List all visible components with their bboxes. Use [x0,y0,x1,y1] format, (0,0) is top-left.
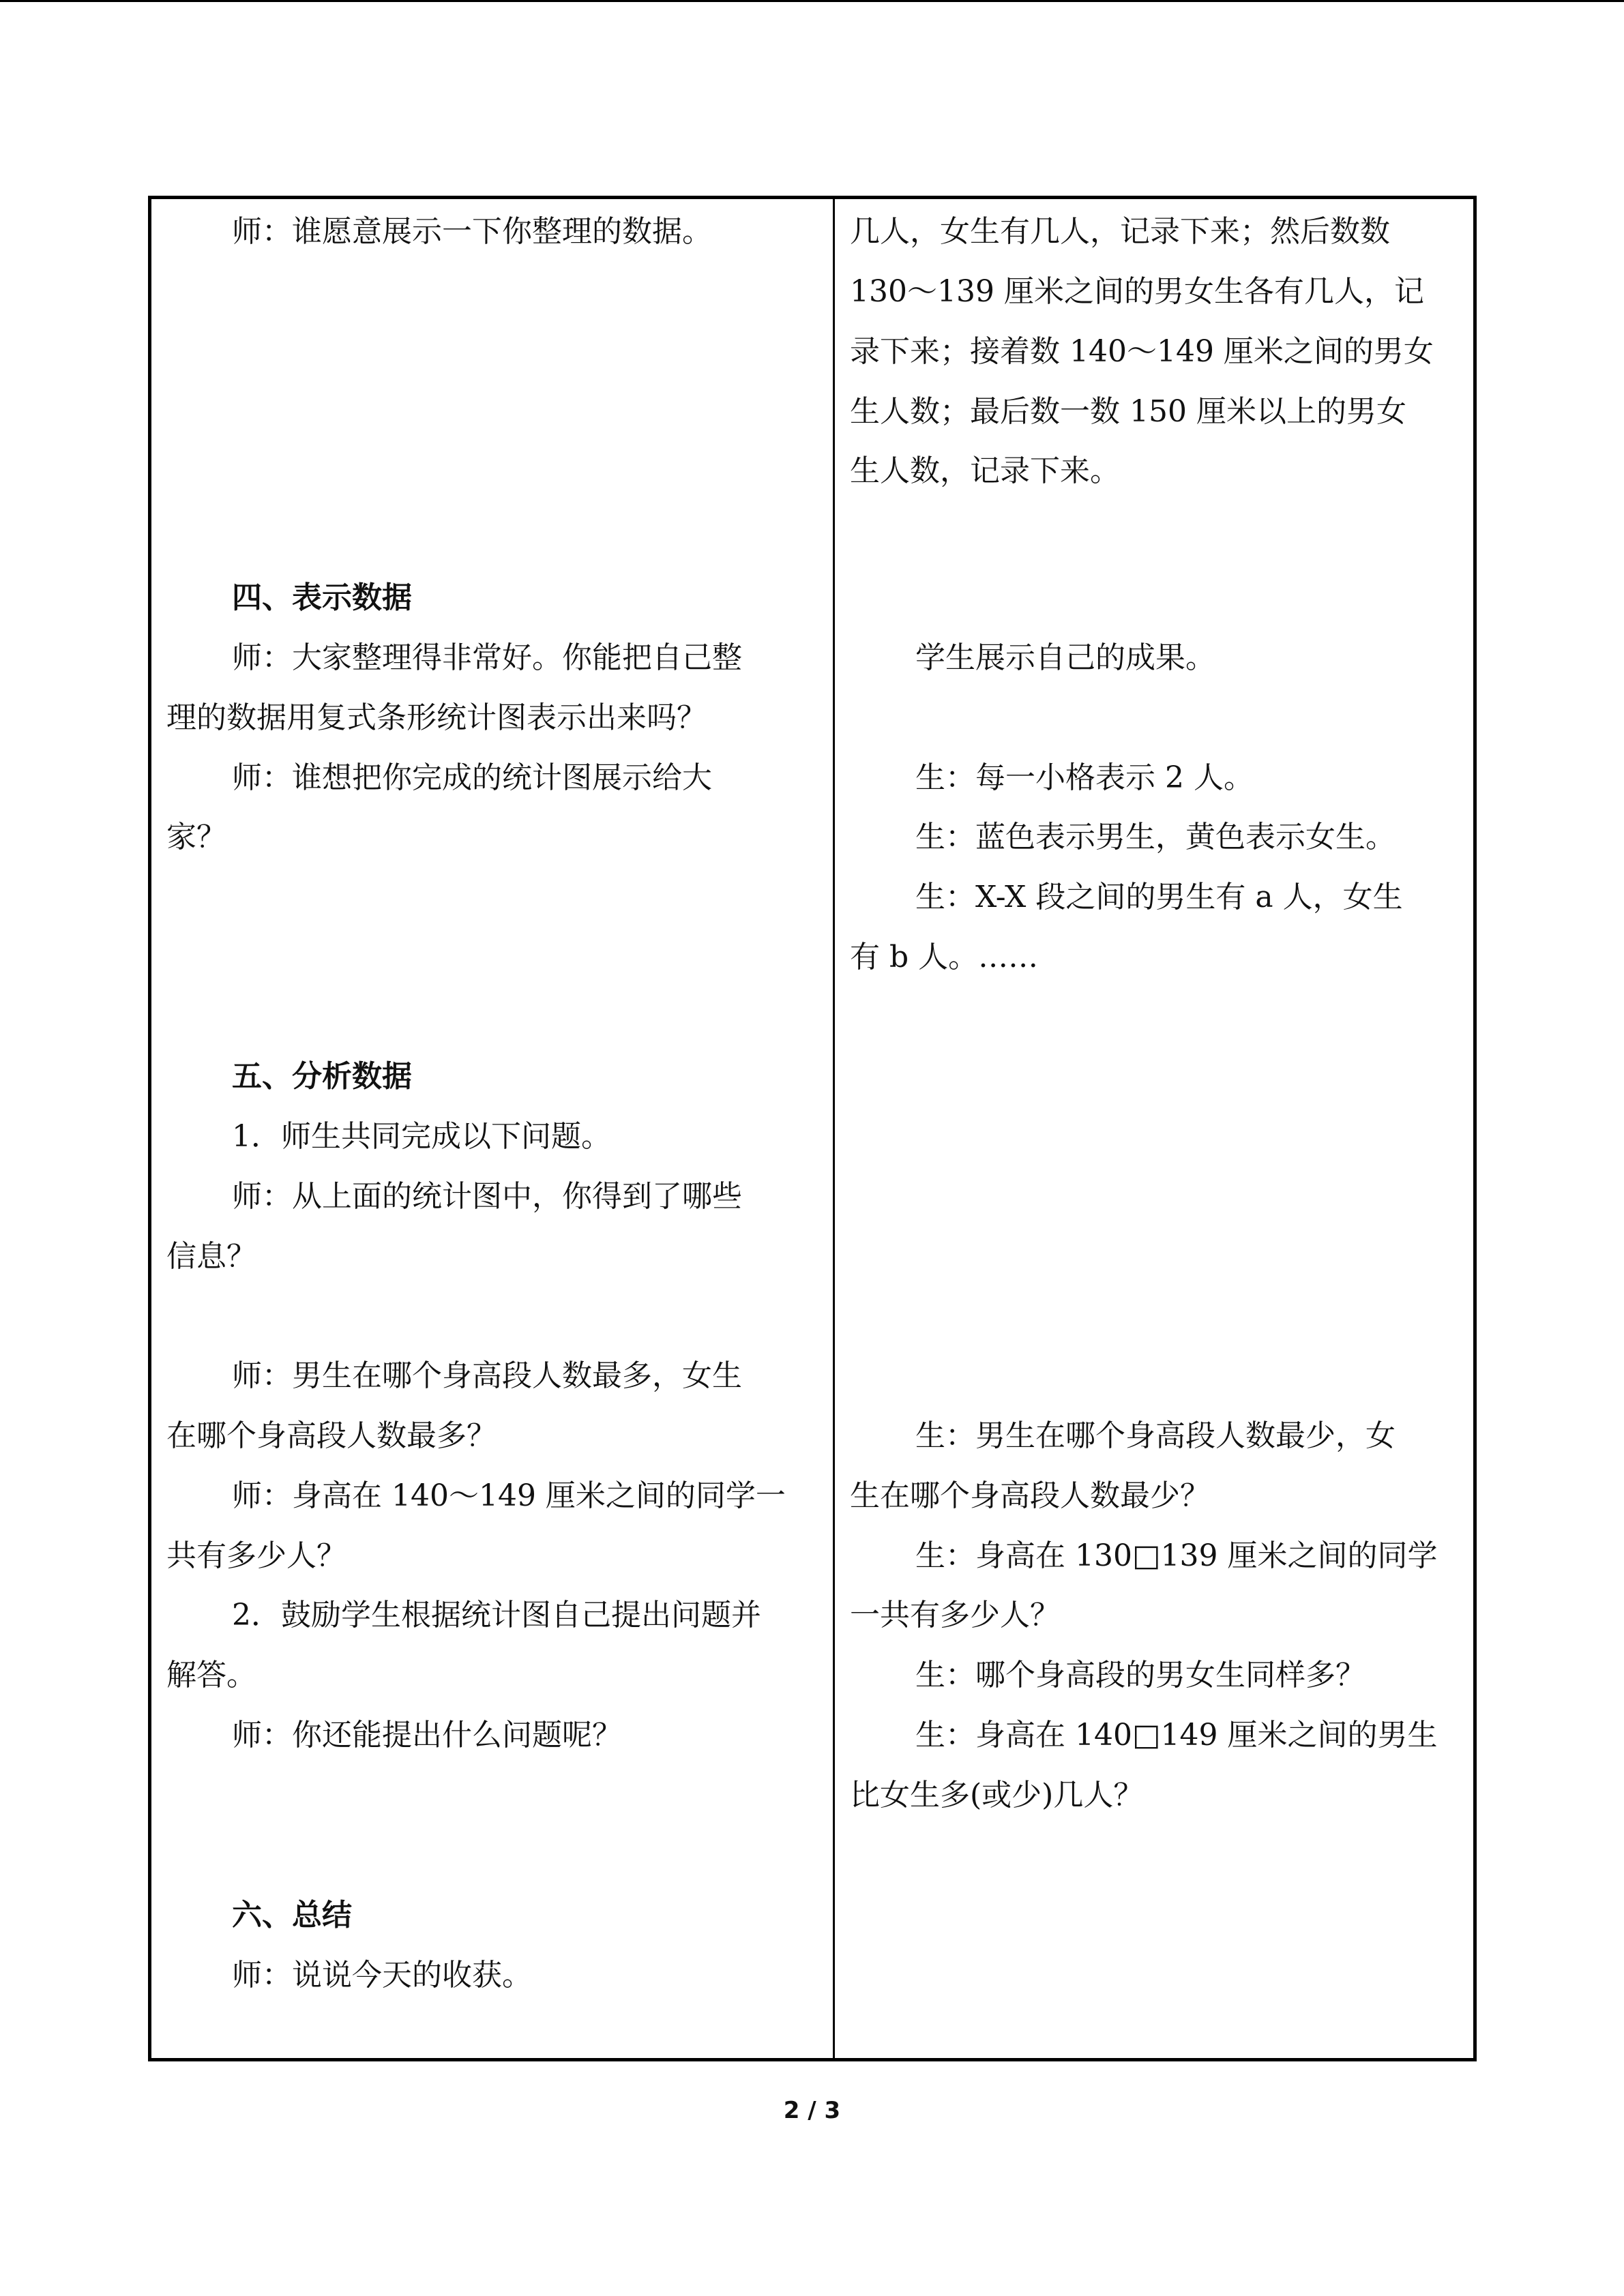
section-6-question-1: 师：说说今天的收获。 [232,1958,532,1993]
counting-line-3: 录下来；接着数 140～149 厘米之间的男女 [850,334,1434,369]
section-4-heading: 四、表示数据 [232,580,412,615]
section-5-heading: 五、分析数据 [232,1059,412,1094]
counting-line-4: 生人数；最后数一数 150 厘米以上的男女 [850,394,1406,429]
section-5-question-2-cont: 在哪个身高段人数最多？ [166,1418,497,1453]
answer-7: 生：身高在 140□149 厘米之间的男生 [915,1718,1438,1753]
answer-5-cont: 一共有多少人？ [850,1598,1060,1632]
section-4-question-1: 师：大家整理得非常好。你能把自己整 [232,640,742,675]
counting-line-1: 几人，女生有几人，记录下来；然后数数 [850,214,1390,249]
answer-4-cont: 生在哪个身高段人数最少？ [850,1478,1210,1513]
section-4-question-2: 师：谁想把你完成的统计图展示给大 [232,760,712,795]
section-5-item-1: 1．师生共同完成以下问题。 [232,1119,611,1154]
section-4-question-1-cont: 理的数据用复式条形统计图表示出来吗？ [166,700,707,735]
section-5-question-4: 师：你还能提出什么问题呢？ [232,1718,622,1753]
share-prompt: 师：谁愿意展示一下你整理的数据。 [232,214,712,249]
section-6-heading: 六、总结 [232,1898,352,1933]
section-5-question-1-cont: 信息？ [166,1239,256,1274]
section-5-question-1: 师：从上面的统计图中，你得到了哪些 [232,1179,742,1214]
show-result-line: 学生展示自己的成果。 [915,640,1215,675]
answer-1: 生：每一小格表示 2 人。 [915,760,1254,795]
teacher-activity-cell [166,199,821,2058]
counting-line-5: 生人数，记录下来。 [850,453,1120,488]
section-5-question-2: 师：男生在哪个身高段人数最多，女生 [232,1358,742,1393]
column-divider [833,199,835,2058]
answer-5: 生：身高在 130□139 厘米之间的同学 [915,1538,1438,1573]
answer-7-cont: 比女生多(或少)几人？ [850,1778,1144,1813]
answer-3: 生：X-X 段之间的男生有 a 人，女生 [915,880,1403,914]
section-5-question-3: 师：身高在 140～149 厘米之间的同学一 [232,1478,786,1513]
counting-line-2: 130～139 厘米之间的男女生各有几人，记 [850,274,1424,309]
section-5-item-2-cont: 解答。 [166,1658,256,1693]
answer-3-cont: 有 b 人。…… [850,940,1039,974]
section-5-question-3-cont: 共有多少人？ [166,1538,346,1573]
lesson-table [148,196,1477,2061]
answer-6: 生：哪个身高段的男女生同样多？ [915,1658,1365,1693]
answer-4: 生：男生在哪个身高段人数最少，女 [915,1418,1396,1453]
section-5-item-2: 2．鼓励学生根据统计图自己提出问题并 [232,1598,761,1632]
page-number: 2 / 3 [783,2097,841,2124]
top-border-line [0,0,1624,2]
student-activity-cell [850,199,1464,2058]
answer-2: 生：蓝色表示男生，黄色表示女生。 [915,820,1396,854]
section-4-question-2-cont: 家？ [166,820,226,854]
